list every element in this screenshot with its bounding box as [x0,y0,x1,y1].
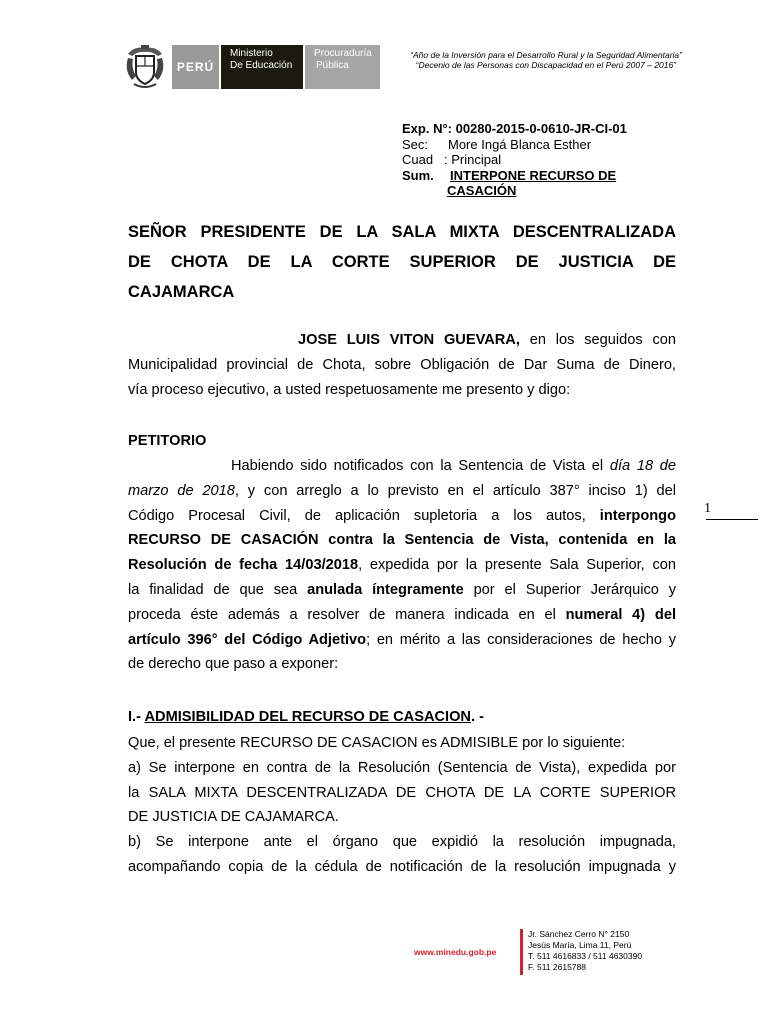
pet-line2 [128,479,676,504]
heading-line2: DE CHOTA DE LA CORTE SUPERIOR DE JUSTICIA DE [128,253,676,271]
pet-l6c: por el Superior Jerárquico y [463,581,677,598]
sum-value-1: INTERPONE RECURSO DE [450,167,617,183]
peru-label: PERÚ [172,45,219,89]
case-cuaderno [402,152,627,168]
section1-title [128,705,676,730]
section1-title-text: ADMISIBILIDAD DEL RECURSO DE CASACION [144,709,471,725]
motto [386,50,682,70]
heading-line3: CAJAMARCA [128,283,235,301]
pet-l7b: numeral 4) del [565,606,676,623]
pet-l5b: , expedida por la presente Sala Superior, con [358,557,676,574]
coat-of-arms-icon [124,44,166,90]
section1-tail: . - [470,709,484,725]
case-summary-2 [402,183,627,199]
motto-line2: “Decenio de las Personas con Discapacidad en el Perú 2007 – 2016” [415,60,676,70]
sec1-line2: a) Se interpone en contra de la Resolución (Sentencia de Vista), expedida por [128,759,676,776]
footer-divider [520,929,523,975]
page-number: 1 [704,501,711,516]
intro-l1: en los seguidos con [529,332,677,348]
section1-num: I.- [128,709,145,725]
cuad-label: Cuad [402,152,434,167]
sec1-line1: Que, el presente RECURSO DE CASACION es ADMISIBLE por lo siguiente: [128,735,626,751]
pet-line6 [128,578,676,603]
procuraduria-box [305,45,380,89]
addressee-heading [128,217,676,307]
cuad-value: : Principal [444,152,502,167]
ministry-box [221,45,303,89]
sec-label: Sec: [402,136,429,152]
case-number: Exp. N°: 00280-2015-0-0610-JR-CI-01 [402,121,627,136]
pet-line3 [128,504,676,529]
footer-addr3: T. 511 4616833 / 511 4630390 [528,951,643,961]
pet-l6a: la finalidad de que sea [128,581,308,598]
sec1-line4: DE JUSTICIA DE CAJAMARCA. [128,809,339,826]
pet-line9: de derecho que paso a exponer: [128,656,339,673]
pet-line4: RECURSO DE CASACIÓN contra la Sentencia de Vista, contenida en la [128,532,676,549]
intro-line1 [128,328,676,353]
pet-line7 [128,603,676,628]
sec1-line6: acompañando copia de la cédula de notificación de la resolución impugnada y [128,858,676,875]
pet-l8a: artículo 396° del Código Adjetivo [128,631,367,648]
pet-l7a: proceda éste además a resolver de manera indicada en el [128,606,566,623]
page-number-rule [706,519,758,520]
sum-value-2: CASACIÓN [447,183,517,198]
sum-label: Sum. [402,167,434,183]
pet-l5a: Resolución de fecha 14/03/2018 [128,557,359,574]
pet-l8b: ; en mérito a las consideraciones de hecho y [366,631,677,648]
intro-paragraph [128,328,676,402]
pet-line8 [128,628,676,653]
motto-line1: “Año de la Inversión para el Desarrollo Rural y la Seguridad Alimentaria” [410,50,682,60]
pet-l3b: interpongo [599,507,676,524]
heading-line1: SEÑOR PRESIDENTE DE LA SALA MIXTA DESCENTRALIZADA [128,223,676,241]
sec1-line3: la SALA MIXTA DESCENTRALIZADA DE CHOTA DE LA CORTE SUPERIOR [128,784,676,801]
footer-addr4: F. 511 2615788 [528,962,586,972]
pet-l6b: anulada íntegramente [307,581,464,598]
sec1-line5: b) Se interpone ante el órgano que expidió la resolución impugnada, [128,834,676,851]
appellant-name: JOSE LUIS VITON GUEVARA, [298,332,520,348]
pet-l3a: Código Procesal Civil, de aplicación supletoria a los autos, [128,507,600,524]
petitorio-title: PETITORIO [128,433,207,449]
section1-paragraph [128,731,676,880]
ministry-line1: Ministerio [230,48,273,59]
procuraduria-line2: Pública [316,60,349,71]
case-secretary [402,137,627,153]
footer-url: www.minedu.gob.pe [414,947,497,957]
pet-l2a: marzo de 2018 [128,482,235,499]
footer-address [528,929,642,973]
pet-line5 [128,553,676,578]
ministry-line2: De Educación [230,60,293,71]
case-info [402,121,627,199]
case-summary [402,168,627,184]
pet-l1b: día 18 de [609,458,676,474]
pet-line1 [128,454,676,479]
pet-l1a: Habiendo sido notificados con la Sentencia de Vista el [231,458,610,474]
intro-line2: Municipalidad provincial de Chota, sobre Obligación de Dar Suma de Dinero, [128,356,676,373]
petitorio-paragraph [128,454,676,677]
pet-l2b: , y con arreglo a lo previsto en el artículo 387° inciso 1) del [234,482,676,499]
procuraduria-line1: Procuraduría [314,48,372,59]
intro-line3: vía proceso ejecutivo, a usted respetuosamente me presento y digo: [128,381,571,398]
sec-value: More Ingá Blanca Esther [448,136,592,152]
footer-addr2: Jesús María, Lima 11, Perú [528,940,632,950]
footer-addr1: Jr. Sánchez Cerro N° 2150 [528,929,630,939]
